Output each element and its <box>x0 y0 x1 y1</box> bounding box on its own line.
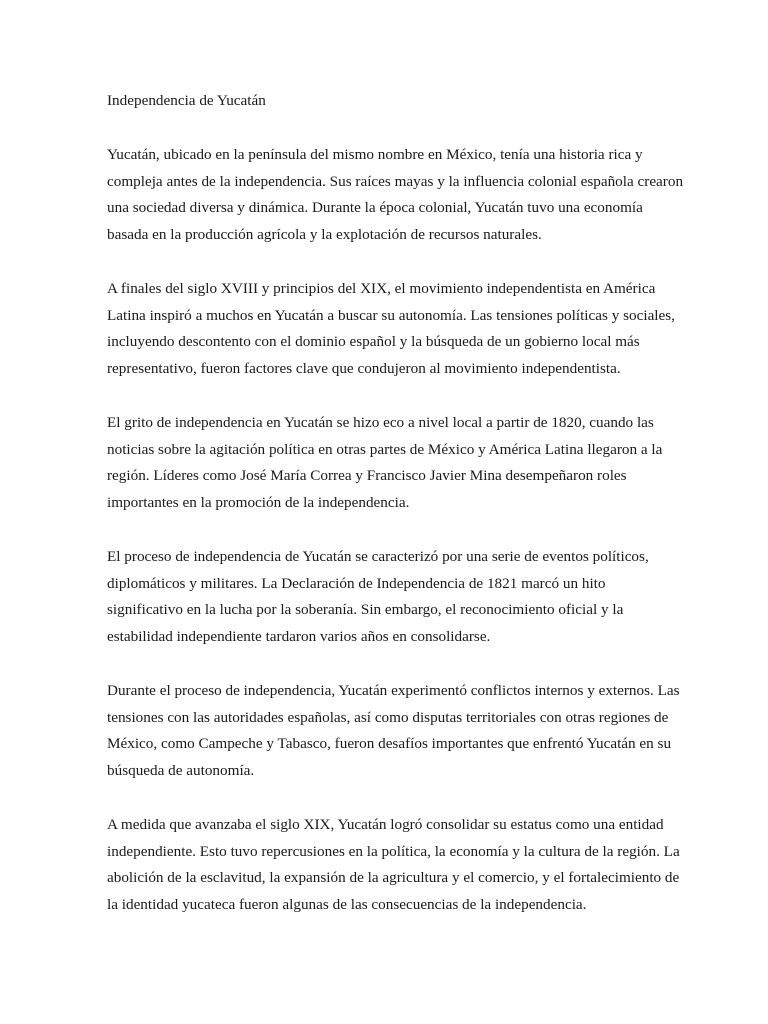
paragraph-4 <box>107 544 707 651</box>
paragraph-1 <box>107 142 707 249</box>
paragraph-line: abolición de la esclavitud, la expansión de la agricultura y el comercio, y el fortalecimiento de <box>107 869 680 887</box>
paragraph-line: una sociedad diversa y dinámica. Durante la época colonial, Yucatán tuvo una economía <box>107 199 643 217</box>
paragraph-line: El proceso de independencia de Yucatán se caracterizó por una serie de eventos políticos, <box>107 547 649 565</box>
paragraph-line: incluyendo descontento con el dominio español y la búsqueda de un gobierno local más <box>107 333 640 351</box>
paragraph-6 <box>107 812 707 919</box>
paragraph-line: tensiones con las autoridades españolas, así como disputas territoriales con otras regiones de <box>107 708 669 726</box>
document-title: Independencia de Yucatán <box>107 92 266 109</box>
paragraph-5 <box>107 678 707 785</box>
paragraph-line: independiente. Esto tuvo repercusiones en la política, la economía y la cultura de la región. La <box>107 842 680 860</box>
paragraph-line: estabilidad independiente tardaron varios años en consolidarse. <box>107 628 491 646</box>
paragraph-line: representativo, fueron factores clave que condujeron al movimiento independentista. <box>107 360 621 378</box>
paragraph-line: Durante el proceso de independencia, Yucatán experimentó conflictos internos y externos. Las <box>107 681 680 699</box>
paragraph-line: región. Líderes como José María Correa y Francisco Javier Mina desempeñaron roles <box>107 467 627 485</box>
paragraph-2 <box>107 276 707 383</box>
paragraph-line: A medida que avanzaba el siglo XIX, Yucatán logró consolidar su estatus como una entidad <box>107 815 664 833</box>
paragraph-line: A finales del siglo XVIII y principios del XIX, el movimiento independentista en América <box>107 279 656 297</box>
paragraph-line: basada en la producción agrícola y la explotación de recursos naturales. <box>107 226 542 244</box>
paragraph-line: Latina inspiró a muchos en Yucatán a buscar su autonomía. Las tensiones políticas y sociales, <box>107 306 675 324</box>
paragraph-3 <box>107 410 707 517</box>
document-body <box>107 88 707 946</box>
paragraph-line: compleja antes de la independencia. Sus raíces mayas y la influencia colonial española crearon <box>107 172 684 190</box>
paragraph-line: significativo en la lucha por la soberanía. Sin embargo, el reconocimiento oficial y la <box>107 601 624 619</box>
paragraph-line: El grito de independencia en Yucatán se hizo eco a nivel local a partir de 1820, cuando las <box>107 413 654 431</box>
paragraph-line: la identidad yucateca fueron algunas de las consecuencias de la independencia. <box>107 896 587 914</box>
paragraph-line: México, como Campeche y Tabasco, fueron desafíos importantes que enfrentó Yucatán en su <box>107 735 672 753</box>
paragraph-line: diplomáticos y militares. La Declaración de Independencia de 1821 marcó un hito <box>107 574 606 592</box>
paragraph-line: importantes en la promoción de la independencia. <box>107 494 410 512</box>
paragraph-line: noticias sobre la agitación política en otras partes de México y América Latina llegaron a la <box>107 440 663 458</box>
paragraph-line: búsqueda de autonomía. <box>107 762 255 780</box>
paragraph-line: Yucatán, ubicado en la península del mismo nombre en México, tenía una historia rica y <box>107 145 643 163</box>
